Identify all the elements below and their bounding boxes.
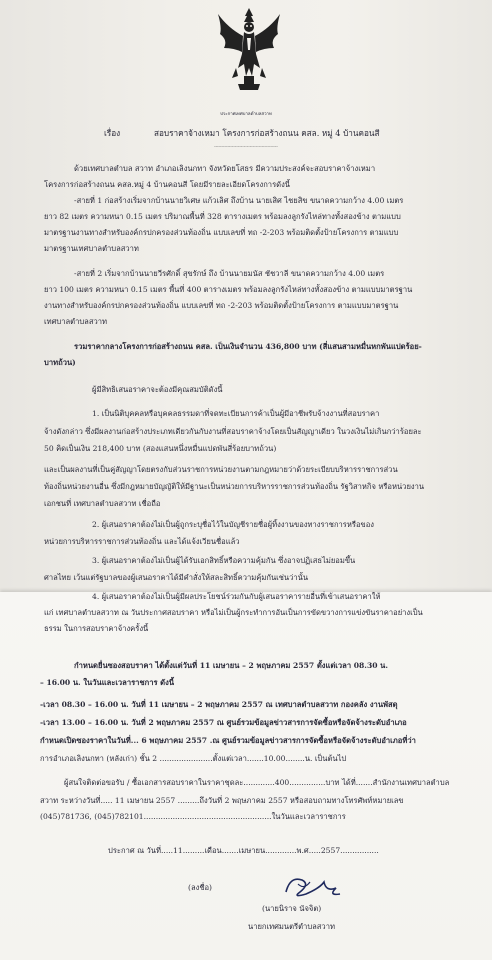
signed-label: (ลงชื่อ): [188, 883, 213, 892]
qualification-line: ศาลไทย เว้นแต่รัฐบาลของผู้เสนอราคาได้มีคำสั่งให้สละสิทธิ์ความคุ้มกันเช่นว่านั้น: [44, 573, 309, 582]
announce-date: ประกาศ ณ วันที่.....11.........เดือน.......เมษายน.............พ.ศ.....2557................: [108, 846, 379, 855]
budget-line: บาทถ้วน): [44, 358, 76, 367]
route1-line: มาตรฐานเทศบาลตำบลสวาท: [44, 244, 139, 253]
signer-name: (นายนิราจ นัจจิต): [262, 904, 322, 913]
qualification-line: เอกชนที่ เทศบาลตำบลสวาท เชื่อถือ: [44, 499, 161, 508]
document-title: ประกาศเทศบาลตำบลสวาท: [220, 112, 272, 117]
signature-icon: [280, 870, 344, 902]
route2-line: เทศบาลตำบลสวาท: [44, 317, 107, 326]
intro-line: ด้วยเทศบาลตำบล สวาท อำเภอเลิงนกทา จังหวัดยโสธร มีความประสงค์จะสอบราคาจ้างเหมา: [74, 164, 376, 173]
qualification-line: 50 คิดเป็นเงิน 218,400 บาท (สองแสนหนึ่งหมื่นแปดพันสี่ร้อยบาทถ้วน): [44, 444, 277, 453]
schedule-line: กำหนดยื่นซองสอบราคา ได้ตั้งแต่วันที่ 11 เมษายน – 2 พฤษภาคม 2557 ตั้งแต่เวลา 08.30 น.: [74, 661, 388, 670]
route1-line: -สายที่ 1 ก่อสร้างเริ่มจากบ้านนายวิเศษ แก้วเลิศ ถึงบ้าน นายเสิศ ไชยสิข ขนาดความกว้าง 4.00 เมตร: [74, 196, 404, 205]
signer-title: นายกเทศมนตรีตำบลสวาท: [248, 922, 335, 931]
qualification-line: 4. ผู้เสนอราคาต้องไม่เป็นผู้มีผลประโยชน์ร่วมกันกับผู้เสนอราคารายอื่นที่เข้าเสนอราคาให้: [92, 592, 381, 601]
budget-line: รวมราคากลางโครงการก่อสร้างถนน คสล. เป็นเงินจำนวน 436,800 บาท (สี่แสนสามหมื่นหกพันแปดร้อย-: [74, 342, 422, 351]
schedule-line: -เวลา 13.00 – 16.00 น. วันที่ 2 พฤษภาคม 2557 ณ ศูนย์รวมข้อมูลข่าวสารการจัดซื้อหรือจัดจ้างระดับอำเภอ: [40, 718, 407, 727]
qualification-line: และเป็นผลงานที่เป็นคู่สัญญาโดยตรงกับส่วนราชการหน่วยงานตามกฎหมายว่าด้วยระเบียบบริหารราชการส่วน: [44, 465, 398, 474]
qualification-line: 3. ผู้เสนอราคาต้องไม่เป็นผู้ได้รับเอกสิทธิ์หรือความคุ้มกัน ซึ่งอาจปฏิเสธไม่ยอมขึ้น: [92, 556, 356, 565]
qualification-line: ท้องถิ่นหน่วยงานอื่น ซึ่งมีกฎหมายบัญญัติให้มีฐานะเป็นหน่วยการบริหารราชการส่วนท้องถิ่น รัฐวิสาหกิจ หรือหน่วยงาน: [44, 482, 425, 491]
qualification-line: หน่วยการบริหารราชการส่วนท้องถิ่น และได้แจ้งเวียนชื่อแล้ว: [44, 537, 240, 546]
schedule-line: กำหนดเปิดซองราคาในวันที่... 6 พฤษภาคม 2557 .ณ ศูนย์รวมข้อมูลข่าวสารการจัดซื้อหรือจัดจ้างระดับอำเภอที่ว่า: [40, 736, 416, 745]
garuda-emblem-icon: [214, 6, 284, 98]
route2-line: ยาว 100 เมตร ความหนา 0.15 เมตร พื้นที่ 400 ตารางเมตร พร้อมลงลูกรังไหล่ทางทั้งสองข้าง ตามแบบมาตรฐาน: [44, 285, 413, 294]
document-page-lower-sheet: [0, 592, 492, 960]
contact-line: สวาท ระหว่างวันที่..... 11 เมษายน 2557 .........ถึงวันที่ 2 พฤษภาคม 2557 หรือสอบถามทางโทรศัพท์หมายเลข: [40, 796, 404, 805]
route2-line: -สายที่ 2 เริ่มจากบ้านนายวีรศักดิ์ สุขรักษ์ ถึง บ้านนายมนัส ชัชวาลี ขนาดความกว้าง 4.00 เมตร: [74, 269, 385, 278]
route1-line: ยาว 82 เมตร ความหนา 0.15 เมตร ปริมาณพื้นที่ 328 ตารางเมตร พร้อมลงลูกรังไหล่ทางทั้งสองข้าง ตามแบบ: [44, 212, 401, 221]
route1-line: มาตรฐานงานทางสำหรับองค์กรปกครองส่วนท้องถิ่น แบบเลขที่ ทถ -2-203 พร้อมติดตั้งป้ายโครงการ ตามแบบ: [44, 228, 399, 237]
qualification-line: 1. เป็นนิติบุคคลหรือบุคคลธรรมดาที่จดทะเบียนการค้าเป็นผู้มีอาชีพรับจ้างงานที่สอบราคา: [92, 409, 380, 418]
subject-text: สอบราคาจ้างเหมา โครงการก่อสร้างถนน คสล. หมู่ 4 บ้านคอนสี: [154, 128, 380, 138]
schedule-line: -เวลา 08.30 – 16.00 น. วันที่ 11 เมษายน – 2 พฤษภาคม 2557 ณ เทศบาลตำบลสวาท กองคลัง งานพัสดุ: [40, 700, 398, 709]
contact-line: ผู้สนใจติดต่อขอรับ / ซื้อเอกสารสอบราคาในราคาชุดละ.............400...............บาท ได้ที่.......สำนักงานเทศบาลตำบล: [64, 778, 450, 787]
schedule-line: การอำเภอเลิงนกทา (หลังเก่า) ชั้น 2 ......................ตั้งแต่เวลา.......10.00........น. เป็นต้นไป: [40, 754, 347, 763]
schedule-line: – 16.00 น. ในวันและเวลาราชการ ดังนี้: [40, 678, 175, 687]
qualification-line: จ้างดังกล่าว ซึ่งมีผลงานก่อสร้างประเภทเดียวกันกับงานที่สอบราคาจ้างโดยเป็นสัญญาเดียว ในวงเงินไม่เกินกว่าร้อยละ: [44, 427, 422, 436]
intro-line: โครงการก่อสร้างถนน คสล.หมู่ 4 บ้านคอนสี โดยมีรายละเอียดโครงการดังนี้: [44, 180, 290, 189]
route2-line: งานทางสำหรับองค์กรปกครองส่วนท้องถิ่น แบบเลขที่ ทถ -2-203 พร้อมติดตั้งป้ายโครงการ ตามแบบมาตรฐาน: [44, 301, 399, 310]
contact-line: (045)781736, (045)782101.....................................................ในวันและเวลาราชการ: [40, 812, 346, 821]
qualifications-heading: ผู้มีสิทธิเสนอราคาจะต้องมีคุณสมบัติดังนี้: [92, 385, 223, 394]
header-separator: -------------------------------------------: [214, 145, 278, 150]
qualification-line: ธรรม ในการสอบราคาจ้างครั้งนี้: [44, 624, 149, 633]
subject-label: เรื่อง: [104, 128, 121, 138]
qualification-line: 2. ผู้เสนอราคาต้องไม่เป็นผู้ถูกระบุชื่อไว้ในบัญชีรายชื่อผู้ทิ้งงานของทางราชการหรือของ: [92, 520, 374, 529]
qualification-line: แก่ เทศบาลตำบลสวาท ณ วันประกาศสอบราคา หรือไม่เป็นผู้กระทำการอันเป็นการขัดขวางการแข่งขันราคาอย่างเป็น: [44, 608, 423, 617]
